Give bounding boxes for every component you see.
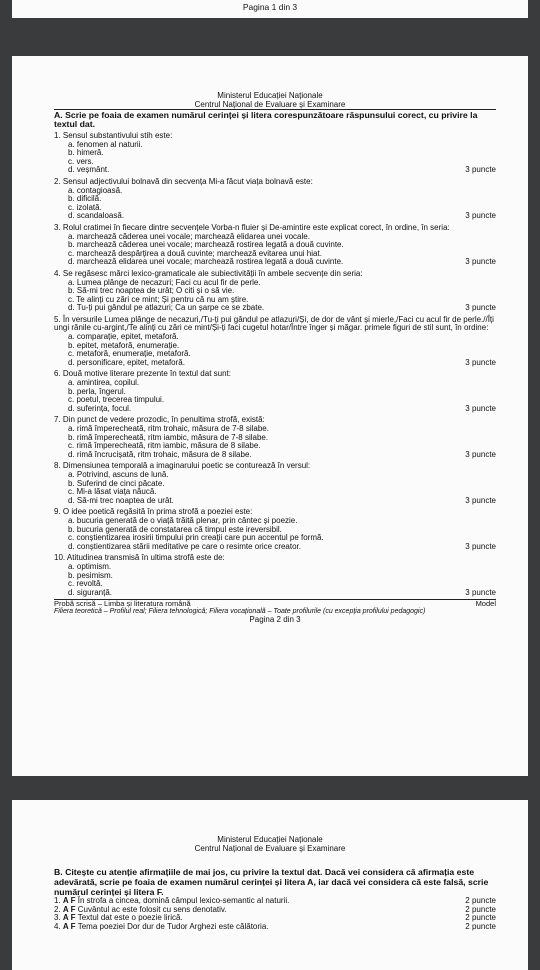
answer-option: b. epitet, metaforă, enumerație. — [68, 340, 180, 350]
answer-option: a. Potrivind, ascuns de lună. — [68, 469, 169, 479]
answer-option: c. marchează despărțirea a două cuvinte; marchează evitarea unui hiat. — [68, 248, 322, 258]
points-label: 3 puncte — [465, 211, 496, 221]
answer-options — [54, 233, 496, 267]
question-8 — [54, 462, 496, 505]
answer-option: a. contagioasă. — [68, 185, 123, 195]
answer-option: b. perla, îngerul. — [68, 386, 126, 396]
question-10 — [54, 554, 496, 597]
points-label: 3 puncte — [465, 165, 496, 175]
answer-options — [54, 279, 496, 313]
question-5 — [54, 316, 496, 368]
points-label: 3 puncte — [465, 495, 496, 505]
question-3 — [54, 224, 496, 267]
answer-option: c. revoltă. — [68, 579, 103, 589]
footer-profile: Filiera teoretică – Profilul real; Filiera tehnologică; Filiera vocațională – Toate profilurile (cu excepția profilului pedagogic) — [54, 608, 426, 616]
exam-page-3 — [12, 800, 528, 970]
statement-text: Tema poeziei Dor dur de Tudor Arghezi este călătoria. — [77, 921, 269, 931]
answer-option: d. conștientizarea stării meditative pe care o resimte orice creator. 3 puncte — [68, 541, 496, 551]
true-false-marker: A F — [62, 896, 78, 905]
question-text: 4. Se regăsesc mărci lexico-gramaticale ale subiectivității în ambele secvențe din seria: — [54, 268, 363, 278]
statement-number: 4. — [54, 921, 63, 931]
answer-option: a. rimă împerecheată, ritm trohaic, măsura de 7-8 silabe. — [68, 424, 269, 433]
points-label: 3 puncte — [465, 303, 496, 313]
statement-item — [54, 923, 496, 932]
center-header: Centrul Național de Evaluare și Examinare — [194, 844, 346, 853]
answer-option: b. marchează căderea unei vocale; marchează rostirea legată a două cuvinte. — [68, 240, 344, 250]
statement-text: Cuvântul ac este folosit cu sens denotativ. — [77, 904, 227, 914]
question-text: 1. Sensul substantivului stih este: — [54, 131, 173, 140]
true-false-marker: A F — [62, 921, 78, 931]
points-label: 2 puncte — [465, 904, 496, 914]
answer-option: b. pesimism. — [68, 570, 113, 580]
answer-options — [54, 425, 496, 459]
answer-option: b. dificilă. — [68, 194, 102, 204]
points-label: 2 puncte — [465, 913, 496, 923]
answer-option: d. Tu-ți pui gândul pe atlazuri; Ca un șarpe ce se zbate. 3 puncte — [68, 303, 496, 313]
footer-row — [54, 599, 496, 608]
answer-option: b. himeră. — [68, 148, 104, 158]
ministry-header: Ministerul Educației Naționale — [217, 91, 323, 100]
question-text: 2. Sensul adjectivului bolnavă din secvența Mi-a făcut viața bolnavă este: — [54, 176, 313, 186]
points-label: 3 puncte — [465, 449, 496, 459]
answer-option: a. amintirea, copilul. — [68, 378, 140, 388]
question-text: 8. Dimensiunea temporală a imaginarului poetic se conturează în versul: — [54, 461, 311, 471]
question-text: 3. Rolul cratimei în fiecare dintre secvențele Vorba-n fluier și De-amintire este explicat corect, în ordine, în seria: — [54, 222, 450, 232]
question-text: 7. Din punct de vedere prozodic, în penultima strofă, există: — [54, 415, 265, 425]
answer-option: d. siguranță. 3 puncte — [68, 587, 496, 597]
answer-option: b. rimă împerecheată, ritm iambic, măsura de 7-8 silabe. — [68, 432, 269, 442]
center-header: Centrul Național de Evaluare și Examinare — [194, 100, 346, 109]
answer-option: a. fenomen al naturii. — [68, 139, 143, 149]
answer-option: a. Lumea plânge de necazuri; Faci cu acul fir de perle. — [68, 277, 261, 287]
answer-options — [54, 333, 496, 367]
question-9 — [54, 508, 496, 551]
question-2 — [54, 178, 496, 221]
answer-options — [54, 517, 496, 551]
answer-option: d. marchează elidarea unei vocale; marchează rostirea legată a două cuvinte. 3 puncte — [68, 257, 496, 267]
question-4 — [54, 270, 496, 313]
statement-number: 3. — [54, 913, 63, 923]
question-7 — [54, 416, 496, 459]
answer-option: b. bucuria generată de constatarea că timpul este ireversibil. — [68, 524, 282, 534]
points-label: 3 puncte — [465, 587, 496, 597]
question-text: 9. O idee poetică regăsită în prima strofă a poeziei este: — [54, 507, 253, 517]
answer-option: a. comparație, epitet, metaforă. — [68, 332, 179, 342]
question-list — [54, 132, 496, 597]
answer-options — [54, 187, 496, 221]
answer-option: a. optimism. — [68, 561, 112, 571]
exam-page-2 — [12, 56, 528, 776]
answer-option: c. conștientizarea irosirii timpului prin creații care pun accentul pe formă. — [68, 533, 324, 543]
answer-options — [54, 379, 496, 413]
answer-option: d. scandaloasă. 3 puncte — [68, 211, 496, 221]
answer-option: a. bucuria generată de o viață trăită plenar, prin cântec și poezie. — [68, 515, 298, 525]
ministry-header: Ministerul Educației Naționale — [217, 835, 323, 844]
answer-option: d. Să-mi trec noaptea de urât. 3 puncte — [68, 495, 496, 505]
answer-option: d. personificare, epitet, metaforă. 3 puncte — [68, 357, 496, 367]
answer-option: b. Suferind de cinci păcate. — [68, 478, 165, 488]
points-label: 3 puncte — [465, 541, 496, 551]
answer-options — [54, 141, 496, 175]
footer-exam-title: Probă scrisă – Limba și literatura română — [54, 599, 191, 609]
page-number: Pagina 2 din 3 — [249, 615, 301, 625]
statement-text: În strofa a cincea, domină câmpul lexico-semantic al naturii. — [77, 896, 290, 905]
footer-model: Model — [475, 599, 496, 609]
answer-option: a. marchează căderea unei vocale; marchează elidarea unei vocale. — [68, 231, 310, 241]
points-label: 3 puncte — [465, 257, 496, 267]
answer-option: c. rimă împerecheată, ritm iambic, măsura de 8 silabe. — [68, 441, 261, 451]
answer-option: d. suferința, focul. 3 puncte — [68, 403, 496, 413]
question-1 — [54, 132, 496, 175]
true-false-section — [12, 867, 528, 931]
answer-option: c. vers. — [68, 156, 94, 166]
answer-option: c. metaforă, enumerație, metaforă. — [68, 349, 191, 359]
statement-list — [54, 897, 496, 931]
statement-number: 2. — [54, 904, 63, 914]
points-label: 2 puncte — [465, 896, 496, 905]
true-false-marker: A F — [62, 913, 78, 923]
true-false-marker: A F — [62, 904, 78, 914]
points-label: 3 puncte — [465, 357, 496, 367]
question-text: 10. Atitudinea transmisă în ultima strofă este de: — [54, 553, 225, 563]
page-number: Pagina 1 din 3 — [242, 2, 298, 12]
answer-option: d. rimă încrucișată, ritm trohaic, măsura de 8 silabe. 3 puncte — [68, 449, 496, 459]
answer-options — [54, 471, 496, 505]
page-footer — [12, 599, 528, 624]
question-6 — [54, 370, 496, 413]
question-text: 5. În versurile Lumea plânge de necazuri,/Tu-ți pui gândul pe atlazuri/Și, de dor de vânt și mierle,/Faci cu acul fir de perle.//Îți ungi rănile cu-argint,/Te alinți cu zări ce mint/Și-ți faci cugetul hotar/Între înger și măgar. primele figuri de stil sunt, în ordine: — [54, 314, 494, 333]
statement-text: Textul dat este o poezie lirică. — [77, 913, 183, 923]
answer-option: c. Mi-a lăsat viața năucă. — [68, 487, 157, 497]
questions-section — [12, 111, 528, 597]
statement-number: 1. — [54, 896, 63, 905]
answer-option: c. izolată. — [68, 202, 102, 212]
answer-option: d. veșmânt. 3 puncte — [68, 165, 496, 175]
question-text: 6. Două motive literare prezente în textul dat sunt: — [54, 369, 231, 379]
answer-option: c. Te alinți cu zări ce mint; Și pentru că nu am știre. — [68, 294, 249, 304]
answer-option: b. Să-mi trec noaptea de urât; O citi și o să vie. — [68, 286, 235, 296]
previous-page-fragment — [12, 0, 528, 18]
section-a-instruction: A. Scrie pe foaia de examen numărul cerinței și litera corespunzătoare răspunsului corect, cu privire la textul dat. — [54, 110, 478, 129]
answer-option: c. poetul, trecerea timpului. — [68, 395, 165, 405]
points-label: 2 puncte — [465, 921, 496, 931]
answer-options — [54, 563, 496, 597]
points-label: 3 puncte — [465, 403, 496, 413]
section-b-instruction: B. Citește cu atenție afirmațiile de mai jos, cu privire la textul dat. Dacă vei considera că afirmația este adevărată, scrie pe foaia de examen numărul cerinței și litera A, iar dacă vei considera că este falsă, scrie numărul cerinței și litera F. — [54, 867, 489, 897]
